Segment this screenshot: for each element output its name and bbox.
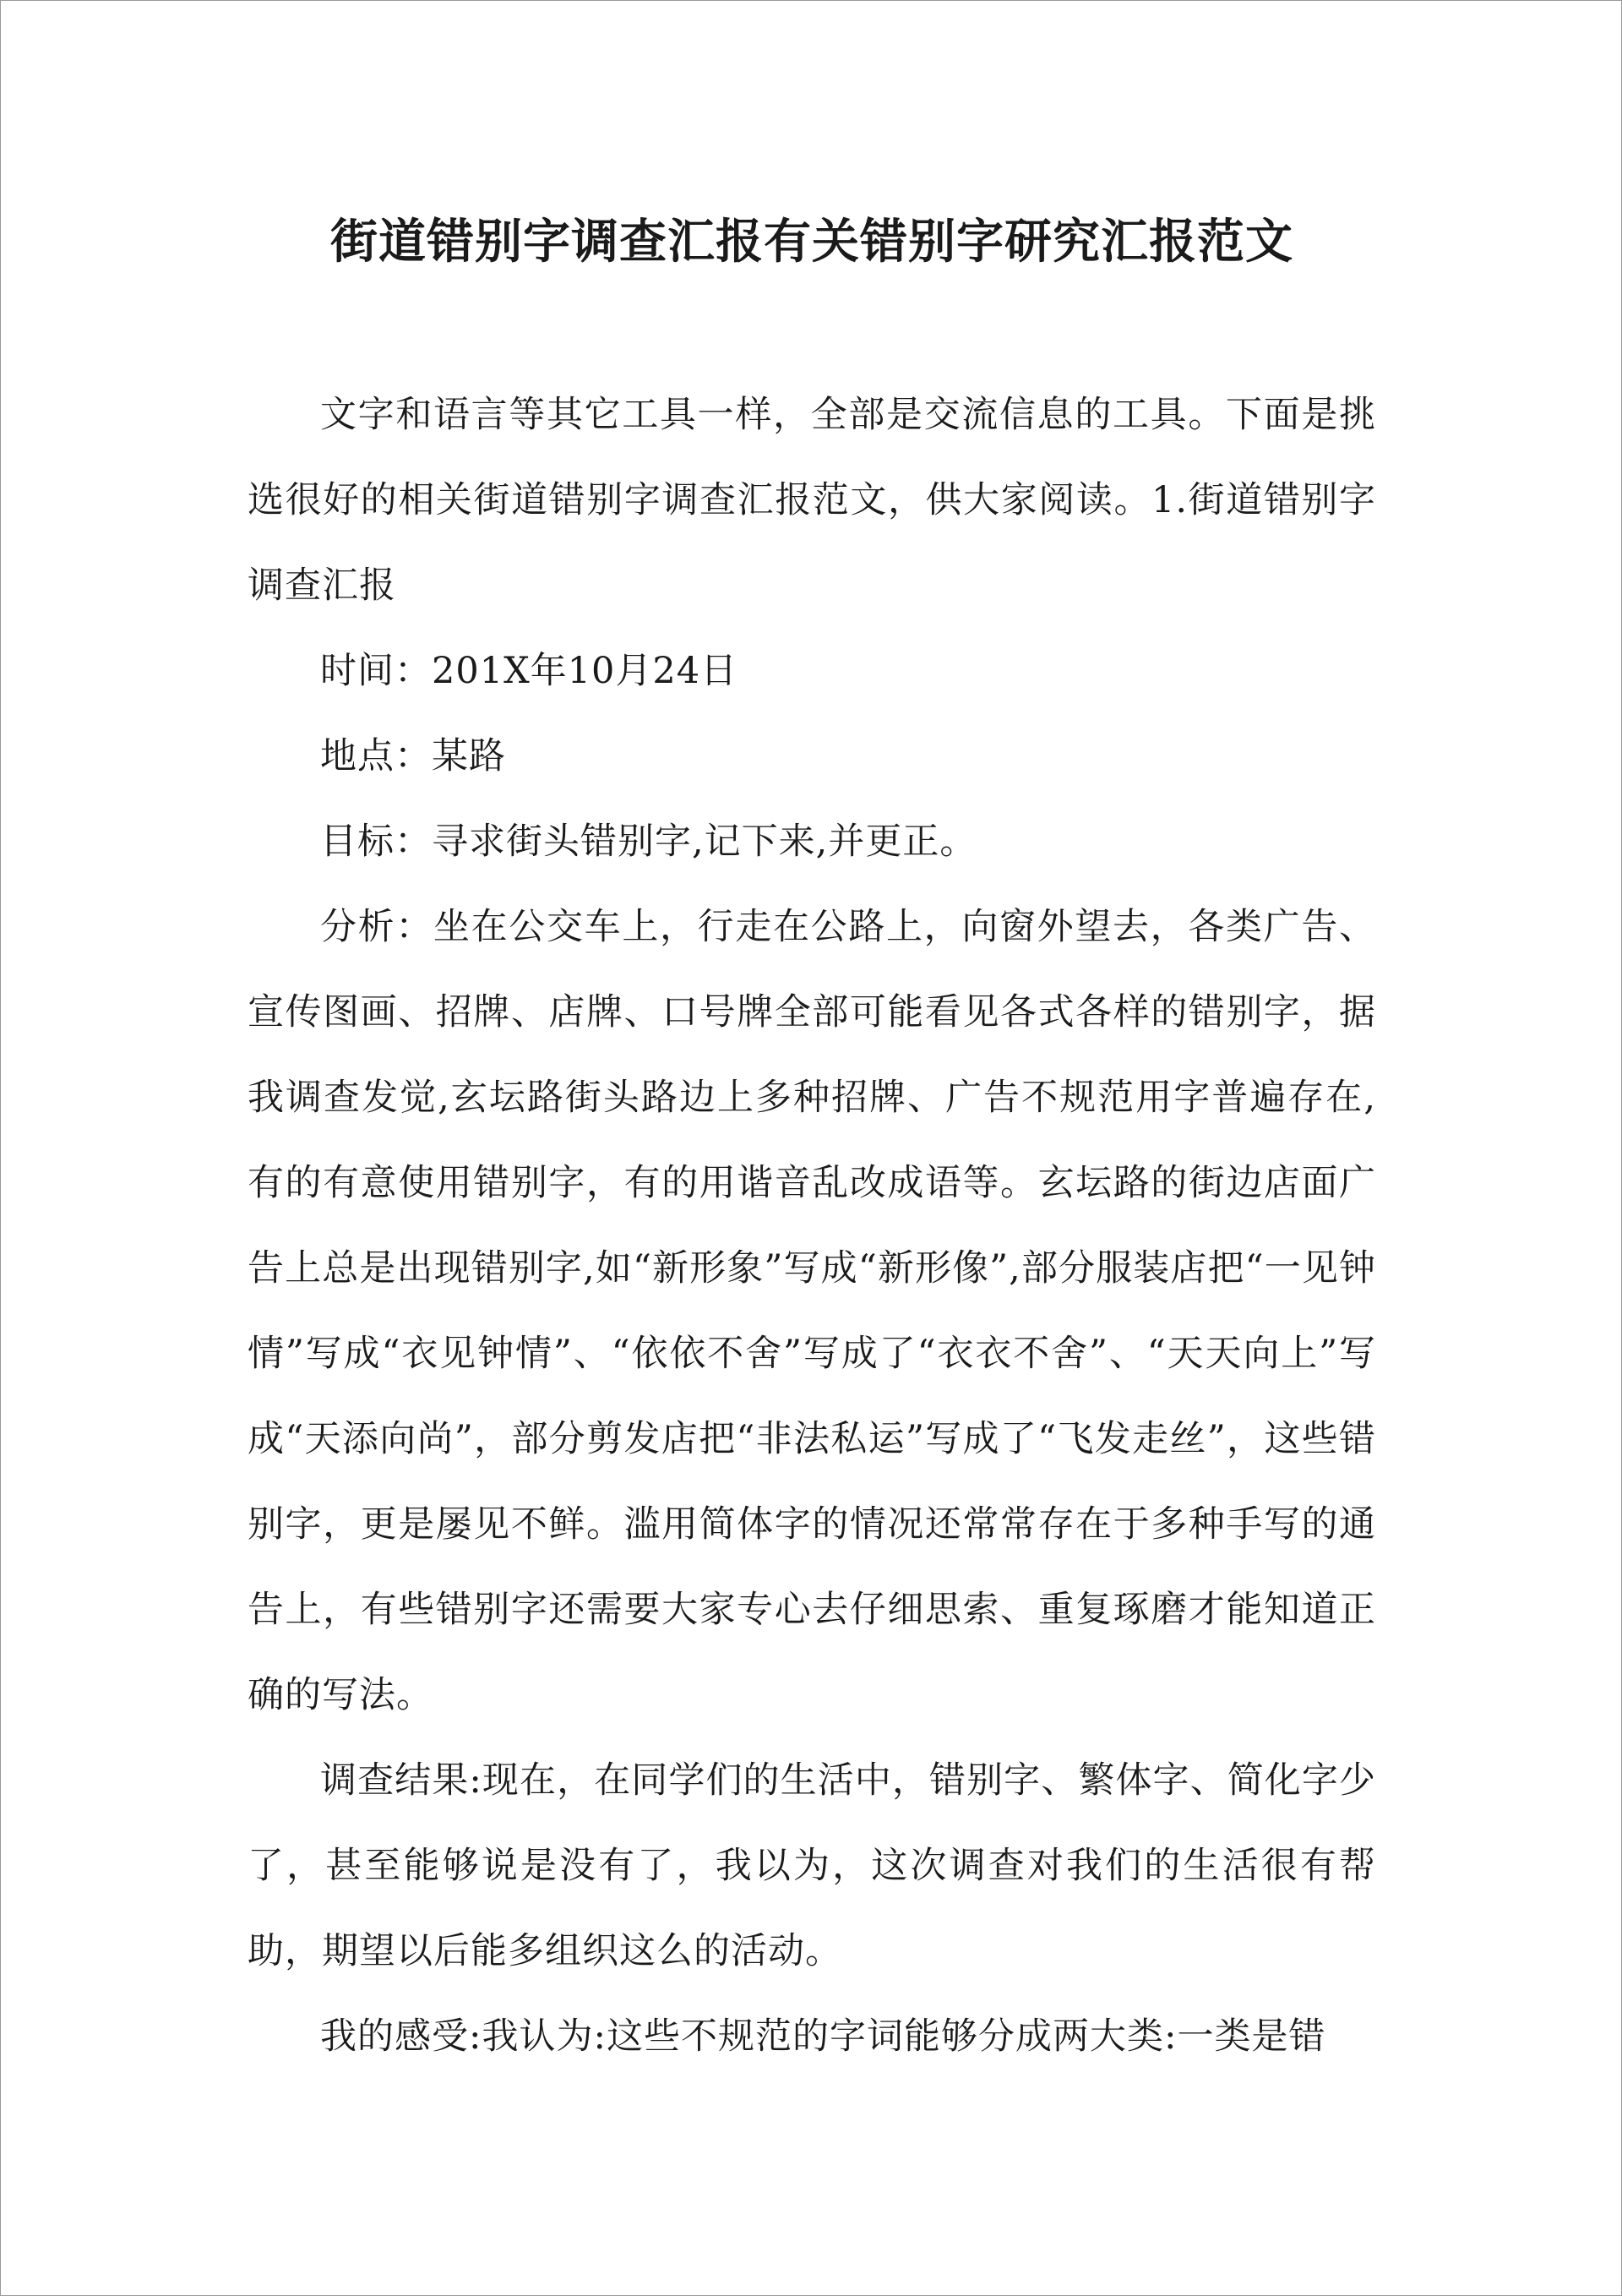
document-body [248, 204, 1376, 2080]
paragraph-analysis: 分析：坐在公交车上，行走在公路上，向窗外望去，各类广告、宣传图画、招牌、店牌、口号牌全部可能看见各式各样的错别字，据我调查发觉,玄坛路街头路边上多种招牌、广告不规范用字普遍存在,有的有意使用错别字，有的用谐音乱改成语等。玄坛路的街边店面广告上总是出现错别字,如“新形象”写成“新形像”,部分服装店把“一见钟情”写成“衣见钟情”、“依依不舍”写成了“衣衣不舍”、“天天向上”写成“天添向尚”，部分剪发店把“非法私运”写成了“飞发走丝”，这些错别字，更是屡见不鲜。滥用简体字的情况还常常存在于多种手写的通告上，有些错别字还需要大家专心去仔细思索、重复琢磨才能知道正确的写法。 [248, 906, 1376, 1716]
paragraph-goal: 目标：寻求街头错别字,记下来,并更正。 [320, 821, 977, 863]
paragraph-results: 调查结果:现在，在同学们的生活中，错别字、繁体字、简化字少了，甚至能够说是没有了，我以为，这次调查对我们的生活很有帮助，期望以后能多组织这么的活动。 [248, 1759, 1376, 1972]
paragraph-location: 地点：某路 [320, 735, 506, 777]
document-title: 街道错别字调查汇报有关错别字研究汇报范文 [330, 214, 1293, 270]
paragraph-intro: 文字和语言等其它工具一样，全部是交流信息的工具。下面是挑选很好的相关街道错别字调查汇报范文，供大家阅读。1.街道错别字调查汇报 [248, 394, 1376, 607]
paragraph-feelings: 我的感受:我认为:这些不规范的字词能够分成两大类:一类是错 [320, 2015, 1326, 2058]
paragraph-time: 时间：201X年10月24日 [320, 650, 738, 692]
